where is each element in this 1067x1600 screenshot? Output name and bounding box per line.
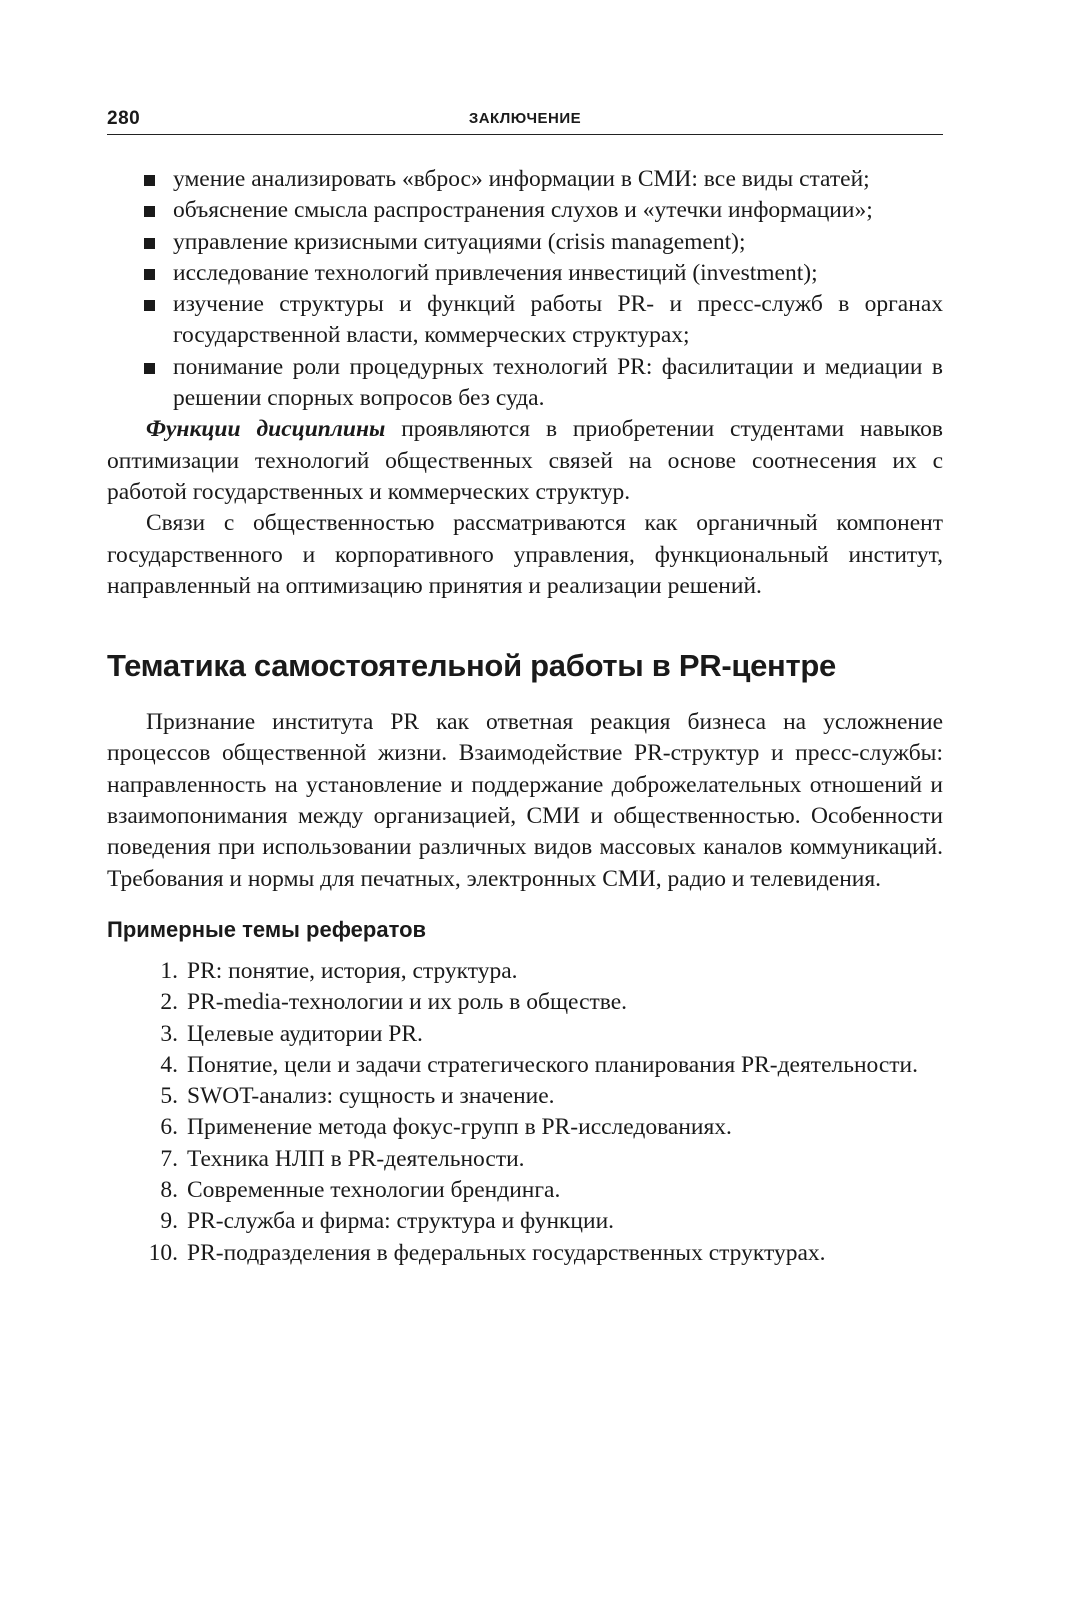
section-paragraph: Признание института PR как ответная реакция бизнеса на усложнение процессов общественной жизни. Взаимодействие PR-структур и пресс-службы: направленность на установление и поддержание доброжелательных отношений и взаимопонимания между организацией, СМИ и общественностью. Особенности поведения при использовании различных видов массовых каналов коммуникаций. Требования и нормы для печатных, электронных СМИ, радио и телевидения.: [107, 709, 943, 892]
square-bullet-icon: [144, 175, 155, 186]
list-item-number: 7.: [160, 1145, 178, 1172]
list-item-text: PR-media-технологии и их роль в обществе.: [187, 989, 628, 1016]
list-item-number: 5.: [160, 1083, 178, 1110]
list-item-text: Современные технологии брендинга.: [187, 1177, 561, 1204]
list-item: [107, 1081, 943, 1112]
essays-heading: Примерные темы рефератов: [107, 916, 427, 942]
list-item: [107, 289, 943, 352]
list-item-text: Целевые аудитории PR.: [187, 1020, 423, 1047]
list-item: [107, 258, 943, 289]
list-item: [107, 987, 943, 1018]
list-item-number: 10.: [148, 1239, 178, 1266]
list-item-text: PR-служба и фирма: структура и функции.: [187, 1208, 615, 1235]
list-item-number: 1.: [160, 957, 178, 984]
list-item-text: исследование технологий привлечения инвестиций (investment);: [173, 259, 818, 286]
list-item: [107, 1050, 943, 1081]
running-head: [107, 108, 943, 135]
square-bullet-icon: [144, 363, 155, 374]
list-item-text: объяснение смысла распространения слухов и «утечки информации»;: [173, 197, 873, 224]
term-emphasis: Функции дисциплины: [146, 416, 386, 443]
list-item-text: PR-подразделения в федеральных государственных структурах.: [187, 1239, 826, 1266]
paragraph-functions: [107, 414, 943, 508]
running-title: ЗАКЛЮЧЕНИЕ: [468, 110, 582, 127]
list-item: [107, 1238, 943, 1269]
list-item: [107, 164, 943, 195]
list-item-text: PR: понятие, история, структура.: [187, 957, 518, 984]
paragraph-functions-text: проявляются в приобретении студентами навыков оптимизации технологий общественных связей на основе соотнесения их с работой государственных и коммерческих структур.: [107, 416, 943, 505]
body-text: [107, 164, 943, 1269]
list-item: [107, 352, 943, 415]
section-heading: Тематика самостоятельной работы в PR-центре: [107, 648, 836, 684]
list-item-text: Понятие, цели и задачи стратегического планирования PR-деятельности.: [187, 1051, 919, 1078]
essay-topics-list: [107, 956, 943, 1269]
list-item-number: 9.: [160, 1208, 178, 1235]
list-item-text: SWOT-анализ: сущность и значение.: [187, 1083, 555, 1110]
list-item-text: изучение структуры и функций работы PR- и пресс-служб в органах государственной власти, коммерческих структурах;: [173, 291, 943, 349]
square-bullet-icon: [144, 269, 155, 280]
list-item-number: 4.: [160, 1051, 178, 1078]
list-item: [107, 1144, 943, 1175]
list-item: [107, 195, 943, 226]
list-item: [107, 1206, 943, 1237]
bullet-list: [107, 164, 943, 414]
paragraph-relations: Связи с общественностью рассматриваются как органичный компонент государственного и корпоративного управления, функциональный институт, направленный на оптимизацию принятия и реализации решений.: [107, 510, 943, 599]
list-item-text: Применение метода фокус-групп в PR-исследованиях.: [187, 1114, 732, 1141]
list-item-text: умение анализировать «вброс» информации в СМИ: все виды статей;: [173, 166, 870, 192]
page-number: 280: [107, 108, 141, 129]
square-bullet-icon: [144, 238, 155, 249]
list-item-number: 8.: [160, 1177, 178, 1204]
list-item: [107, 1175, 943, 1206]
list-item: [107, 227, 943, 258]
list-item: [107, 1019, 943, 1050]
list-item: [107, 1112, 943, 1143]
list-item-number: 3.: [160, 1020, 178, 1047]
list-item: [107, 956, 943, 987]
list-item-text: Техника НЛП в PR-деятельности.: [187, 1145, 525, 1172]
list-item-text: понимание роли процедурных технологий PR: фасилитации и медиации в решении спорных вопросов без суда.: [173, 353, 943, 412]
list-item-number: 2.: [160, 989, 178, 1016]
square-bullet-icon: [144, 206, 155, 217]
list-item-number: 6.: [160, 1114, 178, 1141]
square-bullet-icon: [144, 300, 155, 311]
list-item-text: управление кризисными ситуациями (crisis management);: [173, 228, 746, 255]
